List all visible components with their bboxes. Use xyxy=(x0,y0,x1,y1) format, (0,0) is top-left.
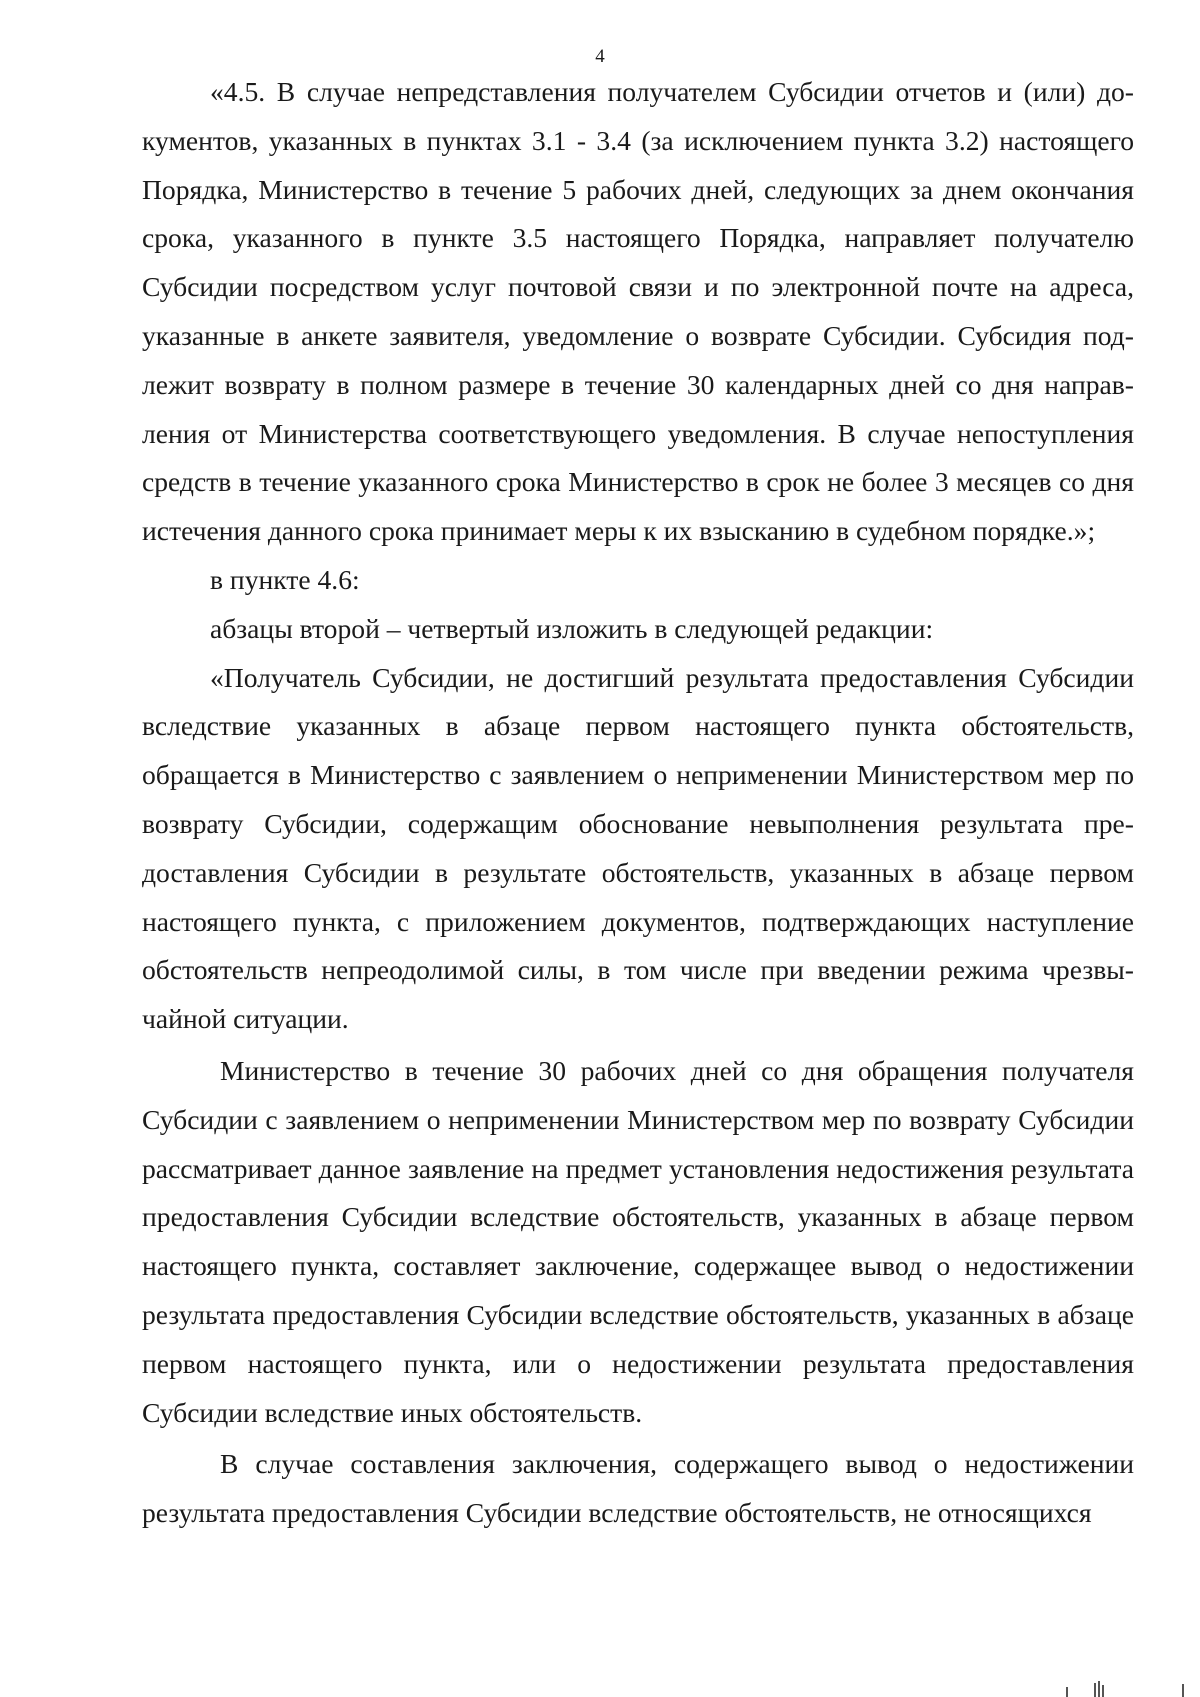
paragraph-ministry-review: Министерство в течение 30 рабочих дней со дня обращения получателя Субсидии с заявлением о неприменении Министерством мер по возврату Субсидии рассматривает данное заявление на предмет установления недостижения результата предоставления Субсидии вследствие обстоятельств, указанных в абзаце первом настоящего пункта, составляет заключение, содержащее вывод о недостижении результата предоставления Субсидии вследствие обстоятельств, указанных в абзаце первом настоящего пункта, или о недостижении результата предоставления Субсидии вследствие иных обстоятельств. xyxy=(142,1054,1134,1428)
document-body xyxy=(142,68,1134,1538)
paragraph-recipient-application: «Получатель Субсидии, не достигший результата предоставления Субсидии вследствие указанных в абзаце первом настоящего пункта обстоятельств, обращается в Министерство с заявлением о неприменении Министерством мер по возврату Субсидии, содержащим обоснование невыполнения результата предоставления Субсидии в результате обстоятельств, указанных в абзаце первом настоящего пункта, с приложением документов, подтверждающих наступление обстоятельств непреодолимой силы, в том числе при введении режима чрезвычайной ситуации. xyxy=(142,661,1134,1035)
paragraph-amendment-intro: абзацы второй – четвертый изложить в следующей редакции: xyxy=(210,612,934,644)
paragraph-point-4-6: в пункте 4.6: xyxy=(210,563,360,595)
paragraph-4-5: «4.5. В случае непредставления получателем Субсидии отчетов и (или) документов, указанных в пунктах 3.1 - 3.4 (за исключением пункта 3.2) настоящего Порядка, Министерство в течение 5 рабочих дней, следующих за днем окончания срока, указанного в пункте 3.5 настоящего Порядка, направляет получателю Субсидии посредством услуг почтовой связи и по электронной почте на адреса, указанные в анкете заявителя, уведомление о возврате Субсидии. Субсидия подлежит возврату в полном размере в течение 30 календарных дней со дня направления от Министерства соответствующего уведомления. В случае непоступления средств в течение указанного срока Министерство в срок не более 3 месяцев со дня истечения данного срока принимает меры к их взысканию в судебном порядке.»; xyxy=(142,76,1134,547)
paragraph-conclusion-case: В случае составления заключения, содержащего вывод о недостижении результата предоставления Субсидии вследствие обстоятельств, не относящихся xyxy=(142,1448,1134,1529)
page-number: 4 xyxy=(595,46,605,67)
scan-edge-marks xyxy=(1064,1672,1194,1697)
